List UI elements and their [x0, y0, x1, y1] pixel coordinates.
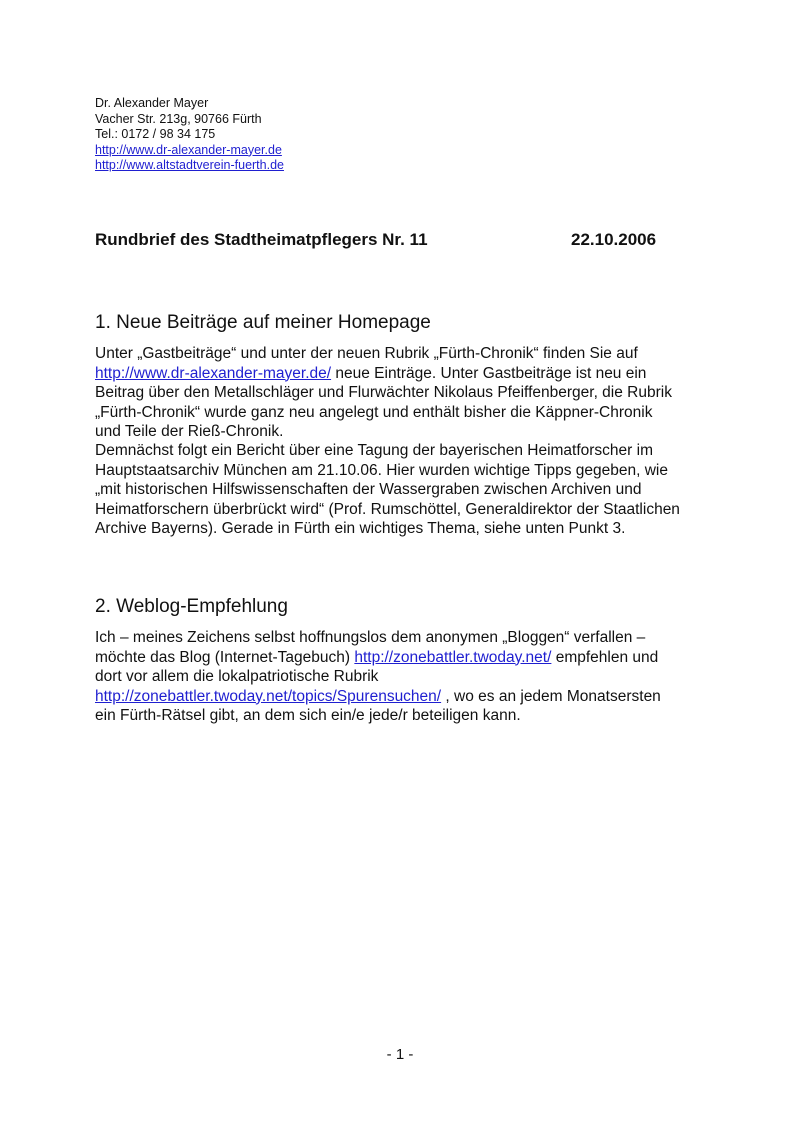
text-line: „mit historischen Hilfswissenschaften der Wassergraben zwischen Archiven und [95, 481, 642, 498]
text-line: „Fürth-Chronik“ wurde ganz neu angelegt und enthält bisher die Käppner-Chronik [95, 403, 653, 421]
text-line: Hauptstaatsarchiv München am 21.10.06. Hier wurden wichtige Tipps gegeben, wie [95, 461, 668, 479]
section-2-heading: 2. Weblog-Empfehlung [95, 596, 288, 617]
sender-name: Dr. Alexander Mayer [95, 96, 209, 110]
text-line [95, 364, 715, 384]
sender-homepage-link[interactable]: http://www.dr-alexander-mayer.de [95, 142, 282, 157]
section-1-paragraph-1 [95, 344, 715, 442]
text-line: Unter „Gastbeiträge“ und unter der neuen Rubrik „Fürth-Chronik“ finden Sie auf [95, 345, 638, 362]
section-1-heading: 1. Neue Beiträge auf meiner Homepage [95, 312, 431, 333]
text-line: Ich – meines Zeichens selbst hoffnungslos dem anonymen „Bloggen“ verfallen – [95, 629, 646, 646]
text-line: Demnächst folgt ein Bericht über eine Tagung der bayerischen Heimatforscher im [95, 442, 653, 459]
text-line [95, 687, 715, 707]
page-number: - 1 - [386, 1046, 414, 1063]
text-line: Archive Bayerns). Gerade in Fürth ein wichtiges Thema, siehe unten Punkt 3. [95, 520, 626, 537]
text-line: Beitrag über den Metallschläger und Flurwächter Nikolaus Pfeiffenberger, die Rubrik [95, 384, 672, 401]
sender-address: Vacher Str. 213g, 90766 Fürth [95, 111, 262, 126]
homepage-link[interactable]: http://www.dr-alexander-mayer.de/ [95, 364, 332, 382]
text-line: ein Fürth-Rätsel gibt, an dem sich ein/e jede/r beteiligen kann. [95, 707, 521, 724]
sender-block [95, 96, 284, 174]
spurensuchen-link[interactable]: http://zonebattler.twoday.net/topics/Spurensuchen/ [95, 687, 442, 705]
section-2-paragraph-1 [95, 628, 715, 726]
document-date: 22.10.2006 [571, 230, 657, 249]
document-title: Rundbrief des Stadtheimatpflegers Nr. 11 [95, 230, 428, 249]
document-title-row [95, 230, 695, 250]
text-span: , wo es an jedem Monatsersten [441, 687, 661, 705]
text-span: empfehlen und [551, 648, 659, 666]
text-span: möchte das Blog (Internet-Tagebuch) [95, 648, 355, 666]
text-line: und Teile der Rieß-Chronik. [95, 423, 284, 440]
sender-phone: Tel.: 0172 / 98 34 175 [95, 127, 216, 141]
section-1-paragraph-2 [95, 441, 715, 539]
text-span: neue Einträge. Unter Gastbeiträge ist neu ein [331, 364, 647, 382]
text-line [95, 648, 715, 668]
zonebattler-blog-link[interactable]: http://zonebattler.twoday.net/ [354, 648, 552, 666]
text-line: Heimatforschern überbrückt wird“ (Prof. Rumschöttel, Generaldirektor der Staatlichen [95, 500, 680, 518]
text-line: dort vor allem die lokalpatriotische Rubrik [95, 668, 379, 685]
sender-altstadtverein-link[interactable]: http://www.altstadtverein-fuerth.de [95, 158, 284, 172]
